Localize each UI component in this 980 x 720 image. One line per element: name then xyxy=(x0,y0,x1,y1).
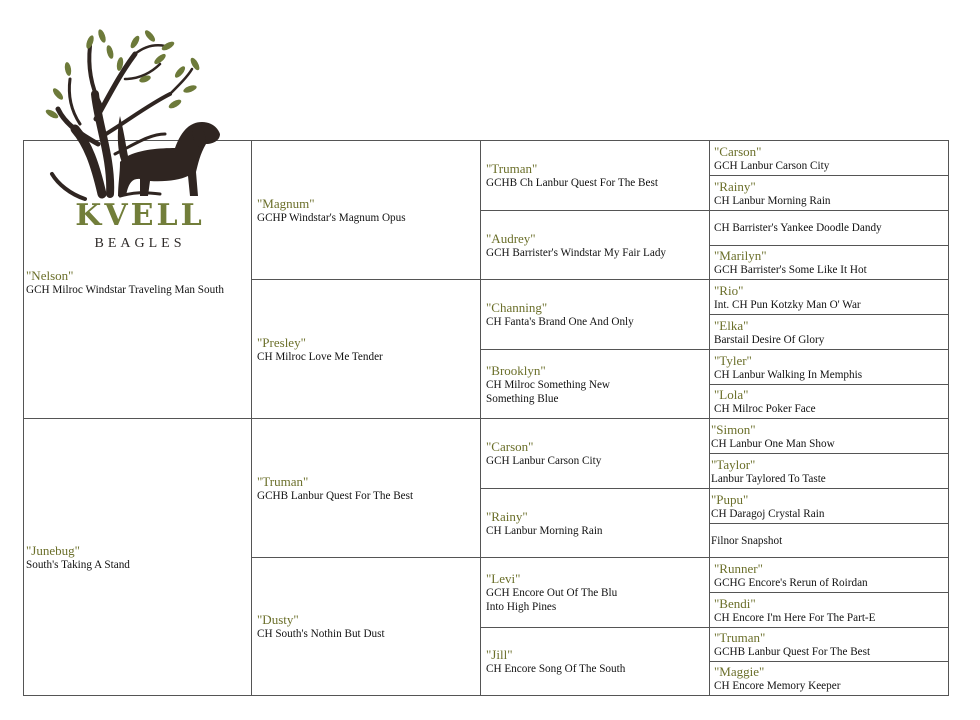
dog-registered-name: CH Lanbur One Man Show xyxy=(711,437,835,450)
pedigree-cell-gen3 xyxy=(480,488,710,558)
dog-registered-name: CH Encore I'm Here For The Part-E xyxy=(714,611,876,624)
dog-registered-name: CH South's Nothin But Dust xyxy=(257,628,385,640)
dog-registered-name: GCH Lanbur Carson City xyxy=(486,455,602,467)
dog-registered-name: GCHB Ch Lanbur Quest For The Best xyxy=(486,177,658,189)
dog-registered-name: Filnor Snapshot xyxy=(711,534,783,547)
dog-call-name: "Rio" xyxy=(714,282,744,298)
brand-subtitle: BEAGLES xyxy=(94,236,186,251)
dog-registered-name: CH Lanbur Walking In Memphis xyxy=(714,368,863,381)
pedigree-cell-gen4 xyxy=(709,349,949,385)
pedigree-cell-gen4 xyxy=(709,210,949,246)
pedigree-cell-dam xyxy=(23,418,252,696)
pedigree-cell-gen3 xyxy=(480,557,710,628)
dog-registered-name: CH Encore Memory Keeper xyxy=(714,680,841,692)
dog-registered-name: GCHG Encore's Rerun of Roirdan xyxy=(714,576,868,589)
brand-name: KVELL xyxy=(75,198,205,233)
dog-registered-name: GCHB Lanbur Quest For The Best xyxy=(257,489,414,502)
dog-call-name: "Taylor" xyxy=(711,456,756,472)
pedigree-cell-gen4 xyxy=(709,245,949,280)
dog-registered-name: CH Daragoj Crystal Rain xyxy=(711,507,825,520)
dog-call-name: "Lola" xyxy=(714,387,749,402)
pedigree-cell-gen2 xyxy=(251,418,481,558)
pedigree-cell-gen4 xyxy=(709,453,949,489)
pedigree-cell-gen4 xyxy=(709,384,949,419)
dog-call-name: "Audrey" xyxy=(486,230,536,246)
dog-call-name: "Bendi" xyxy=(714,595,756,611)
dog-registered-name: Int. CH Pun Kotzky Man O' War xyxy=(714,298,861,311)
dog-registered-name: GCH Barrister's Windstar My Fair Lady xyxy=(486,246,667,259)
dog-call-name: "Dusty" xyxy=(257,612,299,627)
dog-registered-name: CH Fanta's Brand One And Only xyxy=(486,316,634,328)
dog-call-name: "Carson" xyxy=(714,143,762,159)
dog-call-name: "Truman" xyxy=(486,161,538,176)
dog-call-name: "Presley" xyxy=(257,334,306,350)
pedigree-cell-gen4 xyxy=(709,140,949,176)
dog-registered-name: CH Lanbur Morning Rain xyxy=(486,524,603,537)
pedigree-cell-gen3 xyxy=(480,140,710,211)
pedigree-cell-gen3 xyxy=(480,279,710,350)
dog-registered-name: GCH Lanbur Carson City xyxy=(714,159,830,172)
pedigree-cell-gen4 xyxy=(709,523,949,558)
dog-call-name: "Rainy" xyxy=(714,178,756,194)
pedigree-cell-gen4 xyxy=(709,175,949,211)
dog-call-name: "Runner" xyxy=(714,560,763,576)
dog-call-name: "Simon" xyxy=(711,421,756,437)
dog-call-name: "Levi" xyxy=(486,571,521,586)
dog-registered-name: CH Milroc Poker Face xyxy=(714,403,816,415)
pedigree-cell-gen3 xyxy=(480,210,710,280)
dog-registered-name: GCHB Lanbur Quest For The Best xyxy=(714,646,871,658)
pedigree-cell-gen4 xyxy=(709,418,949,454)
pedigree-cell-gen3 xyxy=(480,418,710,489)
pedigree-cell-gen2 xyxy=(251,279,481,419)
pedigree-cell-gen3 xyxy=(480,627,710,696)
dog-call-name: "Maggie" xyxy=(714,664,765,679)
pedigree-cell-gen4 xyxy=(709,592,949,628)
dog-registered-name: GCH Barrister's Some Like It Hot xyxy=(714,264,867,276)
dog-call-name: "Brooklyn" xyxy=(486,362,546,378)
pedigree-cell-gen2 xyxy=(251,557,481,696)
dog-registered-name: GCH Encore Out Of The Blu Into High Pines xyxy=(486,587,618,613)
dog-registered-name: GCHP Windstar's Magnum Opus xyxy=(257,211,406,224)
dog-registered-name: CH Milroc Love Me Tender xyxy=(257,350,383,363)
dog-call-name: "Truman" xyxy=(714,630,766,645)
dog-call-name: "Elka" xyxy=(714,317,749,333)
dog-call-name: "Tyler" xyxy=(714,352,752,368)
dog-call-name: "Channing" xyxy=(486,300,548,315)
dog-call-name: "Rainy" xyxy=(486,508,528,524)
pedigree-cell-gen4 xyxy=(709,314,949,350)
pedigree-cell-gen4 xyxy=(709,557,949,593)
dog-registered-name: Barstail Desire Of Glory xyxy=(714,333,825,346)
pedigree-cell-gen4 xyxy=(709,279,949,315)
dog-call-name: "Pupu" xyxy=(711,491,749,507)
dog-call-name: "Junebug" xyxy=(26,542,80,558)
dog-registered-name: South's Taking A Stand xyxy=(26,558,130,571)
pedigree-cell-gen3 xyxy=(480,349,710,419)
dog-call-name: "Carson" xyxy=(486,439,534,454)
pedigree-cell-gen4 xyxy=(709,627,949,662)
pedigree-cell-gen2 xyxy=(251,140,481,280)
dog-call-name: "Jill" xyxy=(486,647,513,662)
dog-call-name: "Marilyn" xyxy=(714,248,767,263)
dog-call-name: "Magnum" xyxy=(257,195,315,211)
pedigree-cell-gen4 xyxy=(709,661,949,696)
dog-registered-name: GCH Milroc Windstar Traveling Man South xyxy=(26,284,224,296)
dog-registered-name: CH Encore Song Of The South xyxy=(486,663,626,675)
pedigree-cell-gen4 xyxy=(709,488,949,524)
dog-registered-name: Lanbur Taylored To Taste xyxy=(711,472,826,485)
dog-call-name: "Truman" xyxy=(257,473,309,489)
dog-registered-name: CH Barrister's Yankee Doodle Dandy xyxy=(714,222,882,234)
dog-call-name: "Nelson" xyxy=(26,268,74,283)
dog-registered-name: CH Lanbur Morning Rain xyxy=(714,194,831,207)
dog-registered-name: CH Milroc Something New Something Blue xyxy=(486,378,610,405)
